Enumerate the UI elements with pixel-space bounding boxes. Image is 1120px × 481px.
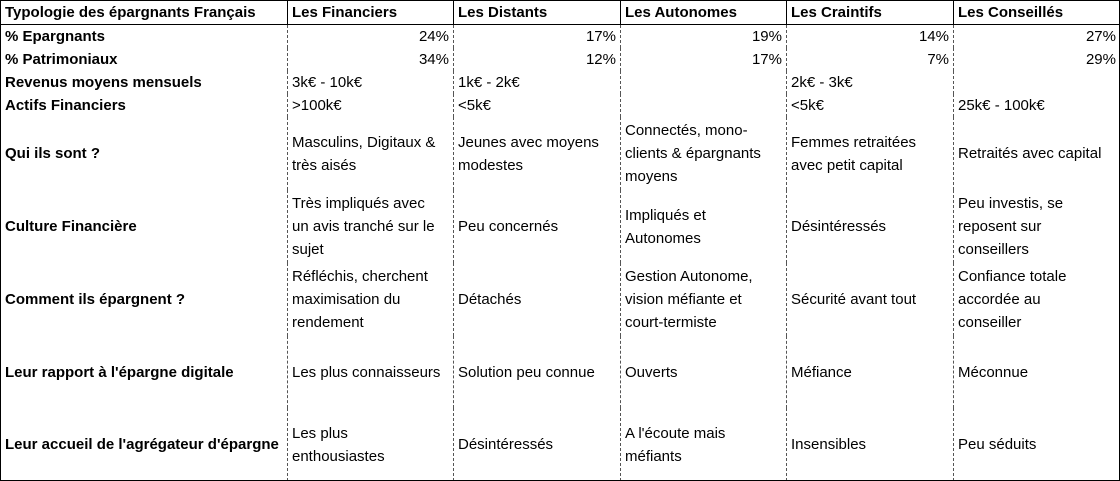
cell-value: Impliqués et Autonomes [625, 206, 706, 247]
cell-qui-ils-sont-conseilles [953, 117, 1120, 190]
cell-value: Masculins, Digitaux & très aisés [292, 133, 436, 174]
cell-epargnants-distants [453, 25, 620, 48]
cell-value: Détachés [458, 291, 522, 308]
cell-accueil-agregateur-autonomes [620, 408, 786, 481]
cell-value: Femmes retraitées avec petit capital [791, 133, 917, 174]
cell-value: 17% [751, 51, 782, 68]
cell-rapport-epargne-digitale-craintifs [786, 336, 953, 408]
row-label-comment-ils-epargnent: Comment ils épargnent ? [5, 291, 186, 308]
cell-epargnants-autonomes [620, 25, 786, 48]
cell-value: 17% [585, 28, 616, 45]
row-label-epargnants: % Epargnants [5, 28, 106, 45]
cell-revenus-craintifs [786, 71, 953, 94]
cell-culture-financiere-financiers [287, 190, 453, 263]
cell-rapport-epargne-digitale-financiers [287, 336, 453, 408]
cell-patrimoniaux-autonomes [620, 48, 786, 71]
column-header-autonomes: Les Autonomes [620, 0, 786, 25]
cell-value: 29% [1085, 51, 1116, 68]
cell-culture-financiere-craintifs [786, 190, 953, 263]
cell-value: 1k€ - 2k€ [458, 74, 520, 91]
cell-value: 25k€ - 100k€ [958, 97, 1045, 114]
cell-value: 24% [418, 28, 449, 45]
cell-value: Ouverts [625, 363, 678, 381]
cell-epargnants-conseilles [953, 25, 1120, 48]
cell-accueil-agregateur-conseilles [953, 408, 1120, 481]
cell-qui-ils-sont-craintifs [786, 117, 953, 190]
column-header-distants: Les Distants [453, 0, 620, 25]
cell-value: Confiance totale accordée au conseiller [958, 268, 1067, 331]
corner-header: Typologie des épargnants Français [0, 0, 287, 25]
cell-actifs-financiers [287, 94, 453, 117]
cell-value: 27% [1085, 28, 1116, 45]
cell-rapport-epargne-digitale-distants [453, 336, 620, 408]
cell-patrimoniaux-financiers [287, 48, 453, 71]
cell-value: 19% [751, 28, 782, 45]
cell-value: Les plus connaisseurs [292, 363, 441, 381]
cell-culture-financiere-autonomes [620, 190, 786, 263]
cell-value: 14% [918, 28, 949, 45]
cell-rapport-epargne-digitale-autonomes [620, 336, 786, 408]
cell-value: Désintéressés [791, 218, 887, 235]
cell-value: 34% [418, 51, 449, 68]
cell-rapport-epargne-digitale-conseilles [953, 336, 1120, 408]
cell-comment-ils-epargnent-financiers [287, 263, 453, 336]
cell-value: <5k€ [791, 97, 824, 114]
cell-value: Les plus enthousiastes [292, 424, 385, 465]
cell-value: Insensibles [791, 436, 867, 453]
cell-value: Gestion Autonome, vision méfiante et court-termiste [625, 268, 753, 331]
cell-comment-ils-epargnent-conseilles [953, 263, 1120, 336]
cell-value: Désintéressés [458, 436, 554, 453]
cell-value: 7% [927, 51, 949, 68]
cell-actifs-autonomes [620, 94, 786, 117]
cell-patrimoniaux-craintifs [786, 48, 953, 71]
cell-value: 3k€ - 10k€ [292, 74, 363, 91]
row-label-patrimoniaux: % Patrimoniaux [5, 51, 118, 68]
cell-revenus-distants [453, 71, 620, 94]
cell-value: Peu investis, se reposent sur conseillers [958, 195, 1064, 258]
cell-actifs-distants [453, 94, 620, 117]
cell-value: Retraités avec capital [958, 145, 1102, 162]
cell-accueil-agregateur-distants [453, 408, 620, 481]
cell-qui-ils-sont-financiers [287, 117, 453, 190]
cell-comment-ils-epargnent-craintifs [786, 263, 953, 336]
cell-actifs-craintifs [786, 94, 953, 117]
cell-patrimoniaux-distants [453, 48, 620, 71]
cell-patrimoniaux-conseilles [953, 48, 1120, 71]
row-label-qui-ils-sont: Qui ils sont ? [5, 145, 101, 162]
cell-value: Méconnue [958, 363, 1029, 381]
cell-revenus-financiers [287, 71, 453, 94]
row-label-rapport-epargne-digitale: Leur rapport à l'épargne digitale [5, 363, 234, 381]
cell-accueil-agregateur-craintifs [786, 408, 953, 481]
cell-actifs-conseilles [953, 94, 1120, 117]
cell-revenus-autonomes [620, 71, 786, 94]
cell-value: 12% [585, 51, 616, 68]
column-header-conseilles: Les Conseillés [953, 0, 1120, 25]
cell-qui-ils-sont-autonomes [620, 117, 786, 190]
cell-value: Peu concernés [458, 218, 559, 235]
column-header-financiers: Les Financiers [287, 0, 453, 25]
cell-value: >100k€ [292, 97, 342, 114]
cell-value: Jeunes avec moyens modestes [458, 133, 599, 174]
cell-qui-ils-sont-distants [453, 117, 620, 190]
row-label-revenus: Revenus moyens mensuels [5, 74, 202, 91]
cell-accueil-agregateur-financiers [287, 408, 453, 481]
cell-value: Réfléchis, cherchent maximisation du rendement [292, 268, 428, 331]
row-label-actifs: Actifs Financiers [5, 97, 126, 114]
cell-value: Sécurité avant tout [791, 291, 917, 308]
column-header-craintifs: Les Craintifs [786, 0, 953, 25]
row-label-accueil-agregateur: Leur accueil de l'agrégateur d'épargne [5, 436, 279, 453]
cell-epargnants-craintifs [786, 25, 953, 48]
cell-value: <5k€ [458, 97, 491, 114]
cell-value: Solution peu connue [458, 363, 595, 381]
cell-comment-ils-epargnent-autonomes [620, 263, 786, 336]
cell-culture-financiere-distants [453, 190, 620, 263]
cell-culture-financiere-conseilles [953, 190, 1120, 263]
cell-value: 2k€ - 3k€ [791, 74, 853, 91]
cell-value: A l'écoute mais méfiants [625, 424, 726, 465]
cell-revenus-conseilles [953, 71, 1120, 94]
cell-epargnants-financiers [287, 25, 453, 48]
row-label-culture-financiere: Culture Financière [5, 218, 137, 235]
cell-comment-ils-epargnent-distants [453, 263, 620, 336]
cell-value: Très impliqués avec un avis tranché sur le sujet [292, 195, 435, 258]
cell-value: Peu séduits [958, 436, 1037, 453]
cell-value: Méfiance [791, 363, 852, 381]
cell-value: Connectés, mono-clients & épargnants moyens [625, 122, 761, 185]
